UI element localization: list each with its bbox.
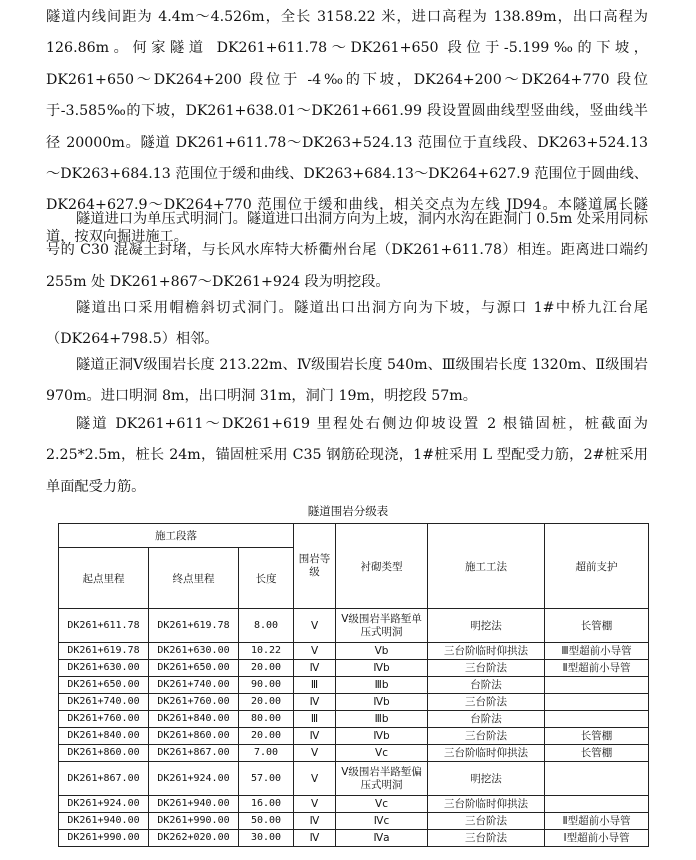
header-section: 施工段落	[59, 524, 294, 548]
cell-end: DK262+020.00	[149, 830, 239, 847]
table-row	[59, 728, 649, 745]
cell-support: 长管棚	[545, 745, 649, 762]
cell-start: DK261+760.00	[59, 711, 149, 728]
cell-method: 三台阶法	[428, 694, 545, 711]
header-end: 终点里程	[149, 548, 239, 609]
table-row	[59, 813, 649, 830]
cell-grade: Ⅳ	[294, 830, 336, 847]
cell-length: 10.22	[239, 643, 294, 660]
cell-end: DK261+840.00	[149, 711, 239, 728]
cell-support: Ⅱ型超前小导管	[545, 660, 649, 677]
cell-support	[545, 762, 649, 796]
cell-support: Ⅲ型超前小导管	[545, 643, 649, 660]
cell-method: 三台阶临时仰拱法	[428, 745, 545, 762]
table-row	[59, 677, 649, 694]
table-row	[59, 609, 649, 643]
cell-support	[545, 677, 649, 694]
cell-end: DK261+860.00	[149, 728, 239, 745]
paragraph-anchor-piles: 隧道 DK261+611～DK261+619 里程处右侧边仰坡设置 2 根锚固桩，桩截面为 2.25*2.5m，桩长 24m，锚固桩采用 C35 钢筋砼现浇，1#桩采用 L 型配受力筋，2#桩采用单面配受力筋。	[46, 416, 648, 495]
cell-support: Ⅰ型超前小导管	[545, 830, 649, 847]
cell-start: DK261+924.00	[59, 796, 149, 813]
cell-length: 90.00	[239, 677, 294, 694]
cell-lining: Ⅳb	[336, 694, 428, 711]
cell-lining: Ⅳa	[336, 830, 428, 847]
cell-start: DK261+860.00	[59, 745, 149, 762]
header-support: 超前支护	[545, 524, 649, 609]
cell-length: 20.00	[239, 660, 294, 677]
cell-method: 台阶法	[428, 677, 545, 694]
cell-grade: Ⅳ	[294, 728, 336, 745]
cell-start: DK261+630.00	[59, 660, 149, 677]
table-row	[59, 762, 649, 796]
cell-grade: Ⅳ	[294, 813, 336, 830]
cell-start: DK261+619.78	[59, 643, 149, 660]
cell-method: 三台阶法	[428, 728, 545, 745]
cell-length: 80.00	[239, 711, 294, 728]
cell-method: 三台阶法	[428, 830, 545, 847]
cell-grade: Ⅲ	[294, 711, 336, 728]
table-row	[59, 660, 649, 677]
cell-support: 长管棚	[545, 609, 649, 643]
cell-grade: Ⅴ	[294, 643, 336, 660]
cell-end: DK261+650.00	[149, 660, 239, 677]
cell-method: 明挖法	[428, 762, 545, 796]
cell-end: DK261+990.00	[149, 813, 239, 830]
header-lining: 衬砌类型	[336, 524, 428, 609]
cell-length: 16.00	[239, 796, 294, 813]
cell-end: DK261+867.00	[149, 745, 239, 762]
cell-length: 50.00	[239, 813, 294, 830]
cell-start: DK261+840.00	[59, 728, 149, 745]
cell-lining: Ⅳc	[336, 813, 428, 830]
table-row	[59, 643, 649, 660]
cell-lining: Ⅳb	[336, 728, 428, 745]
header-start: 起点里程	[59, 548, 149, 609]
cell-grade: Ⅳ	[294, 660, 336, 677]
table-caption: 隧道围岩分级表	[307, 504, 389, 518]
cell-support: Ⅱ型超前小导管	[545, 813, 649, 830]
cell-lining: Ⅳb	[336, 660, 428, 677]
cell-lining: Ⅴc	[336, 796, 428, 813]
cell-lining: Ⅲb	[336, 711, 428, 728]
cell-grade: Ⅴ	[294, 762, 336, 796]
cell-lining: Ⅴb	[336, 643, 428, 660]
cell-method: 三台阶临时仰拱法	[428, 643, 545, 660]
cell-end: DK261+630.00	[149, 643, 239, 660]
table-row	[59, 745, 649, 762]
cell-grade: Ⅲ	[294, 677, 336, 694]
header-grade: 围岩等级	[294, 524, 336, 609]
cell-method: 三台阶法	[428, 660, 545, 677]
cell-lining: Ⅴc	[336, 745, 428, 762]
cell-length: 57.00	[239, 762, 294, 796]
cell-support	[545, 694, 649, 711]
table-row	[59, 796, 649, 813]
cell-grade: Ⅴ	[294, 609, 336, 643]
cell-start: DK261+740.00	[59, 694, 149, 711]
cell-length: 7.00	[239, 745, 294, 762]
cell-start: DK261+990.00	[59, 830, 149, 847]
cell-lining: Ⅴ级围岩半路堑偏压式明洞	[336, 762, 428, 796]
cell-end: DK261+924.00	[149, 762, 239, 796]
cell-method: 三台阶临时仰拱法	[428, 796, 545, 813]
paragraph-route-overview: 隧道内线间距为 4.4m～4.526m，全长 3158.22 米，进口高程为 138.89m，出口高程为 126.86m。何家隧道 DK261+611.78～DK261+650 段位于-5.199‰的下坡，DK261+650～DK264+200 段位于 -4‰的下坡，DK264+200～DK264+770 段位于-3.585‰的下坡，DK261+638.01～DK261+661.99 段设置圆曲线型竖曲线，竖曲线半径 20000m。隧道 DK261+611.78～DK263+524.13 范围位于直线段、DK263+524.13～DK263+684.13 范围位于缓和曲线、DK263+684.13～DK264+627.9 范围位于圆曲线、DK264+627.9～DK264+770 范围位于缓和曲线，相关交点为左线 JD94。本隧道属长隧道，按双向掘进施工。	[46, 9, 648, 245]
rock-grade-table	[58, 523, 649, 847]
paragraph-rock-grade-lengths: 隧道正洞Ⅴ级围岩长度 213.22m、Ⅳ级围岩长度 540m、Ⅲ级围岩长度 1320m、Ⅱ级围岩 970m。进口明洞 8m，出口明洞 31m，洞门 19m，明挖段 57m。	[46, 357, 648, 405]
cell-grade: Ⅴ	[294, 796, 336, 813]
cell-start: DK261+650.00	[59, 677, 149, 694]
table-row	[59, 694, 649, 711]
cell-lining: Ⅴ级围岩半路堑单压式明洞	[336, 609, 428, 643]
cell-method: 明挖法	[428, 609, 545, 643]
header-method: 施工工法	[428, 524, 545, 609]
cell-length: 8.00	[239, 609, 294, 643]
cell-start: DK261+867.00	[59, 762, 149, 796]
cell-grade: Ⅳ	[294, 694, 336, 711]
paragraph-entrance-portal: 隧道进口为单压式明洞门。隧道进口出洞方向为上坡，洞内水沟在距洞门 0.5m 处采用同标号的 C30 混凝土封堵，与长风水库特大桥衢州台尾（DK261+611.78）相连。距离进口端约 255m 处 DK261+867～DK261+924 段为明挖段。	[46, 211, 648, 290]
cell-support	[545, 796, 649, 813]
cell-start: DK261+611.78	[59, 609, 149, 643]
cell-length: 30.00	[239, 830, 294, 847]
cell-grade: Ⅴ	[294, 745, 336, 762]
cell-end: DK261+740.00	[149, 677, 239, 694]
cell-length: 20.00	[239, 728, 294, 745]
cell-lining: Ⅲb	[336, 677, 428, 694]
cell-end: DK261+940.00	[149, 796, 239, 813]
table-row	[59, 830, 649, 847]
cell-method: 台阶法	[428, 711, 545, 728]
cell-support: 长管棚	[545, 728, 649, 745]
paragraph-exit-portal: 隧道出口采用帽檐斜切式洞门。隧道出口出洞方向为下坡，与源口 1#中桥九江台尾（DK264+798.5）相邻。	[46, 300, 648, 348]
cell-method: 三台阶法	[428, 813, 545, 830]
cell-length: 20.00	[239, 694, 294, 711]
cell-support	[545, 711, 649, 728]
header-length: 长度	[239, 548, 294, 609]
table-row	[59, 711, 649, 728]
cell-end: DK261+619.78	[149, 609, 239, 643]
cell-start: DK261+940.00	[59, 813, 149, 830]
cell-end: DK261+760.00	[149, 694, 239, 711]
